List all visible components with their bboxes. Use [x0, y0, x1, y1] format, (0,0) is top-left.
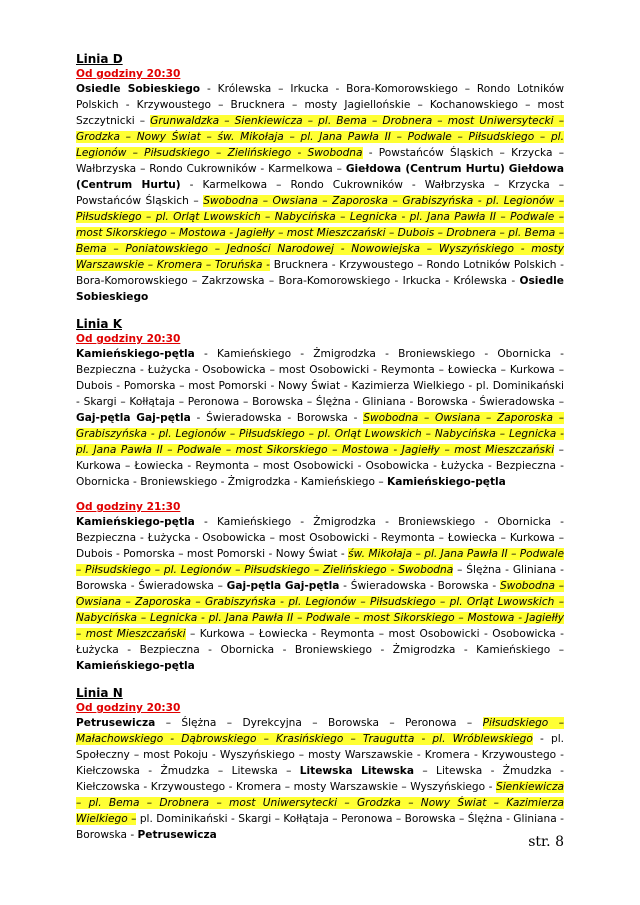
block-spacer — [76, 490, 564, 500]
route-description — [76, 514, 564, 674]
detour-highlight: św. Mikołaja – pl. Jana Pawła II – Podwale – Piłsudskiego – pl. Legionów – Piłsudskiego – Zielińskiego - Swobodna — [76, 548, 564, 576]
terminus-stop: Kamieńskiego-pętla — [387, 476, 506, 488]
route-text: – Litewska - Żmudzka - Kiełczowska - Krzywoustego - Kromera – mosty Warszawskie – Wyszyńskiego - — [76, 765, 565, 793]
route-text — [353, 765, 361, 777]
terminus-stop: Gaj-pętla — [136, 412, 191, 424]
route-section — [76, 317, 564, 674]
terminus-stop: Gaj-pętla — [76, 412, 131, 424]
terminus-stop: Petrusewicza — [137, 829, 217, 841]
route-text: – Ślężna - Gliniana - Borowska - Świeradowska – — [76, 564, 565, 592]
document-page — [76, 52, 564, 855]
time-label: Od godziny 21:30 — [76, 501, 181, 513]
route-text: - Królewska – Irkucka - Bora-Komorowskiego – Rondo Lotników Polskich - Krzywoustego – Brucknera – mosty Jagiellońskie – Kochanowskiego – most Szczytnicki – — [76, 83, 564, 127]
detour-highlight: Swobodna – Owsiana – Zaporoska – Grabiszyńska - pl. Legionów – Piłsudskiego – pl. Orląt Lwowskich – Nabycińska – Legnicka - pl. Jana Pawła II – Podwale – most Sikorskiego – Mostowa - Jagiełły – most Mieszczański — [76, 412, 564, 456]
route-text: Brucknera - Krzywoustego – Rondo Lotników Polskich - Bora-Komorowskiego – Zakrzowska – Bora-Komorowskiego - Irkucka - Królewska - — [76, 259, 564, 287]
detour-highlight: Piłsudskiego – Małachowskiego - Dąbrowskiego – Krasińskiego – Traugutta - pl. Wróblewskiego — [76, 717, 564, 745]
detour-highlight: Swobodna – Owsiana – Zaporoska – Grabiszyńska - pl. Legionów – Piłsudskiego – pl. Orląt Lwowskich – Nabycińska – Legnicka - pl. Jana Pawła II – Podwale – most Sikorskiego – Mostowa - Jagiełły – most Mieszczański – Dubois – Drobnera – pl. Bema – Bema – Poniatowskiego – Jedności Narodowej - Nowowiejska – Wyszyńskiego - mosty Warszawskie – Kromera – Toruńska - — [76, 195, 564, 271]
page-number: str. 8 — [528, 834, 564, 850]
line-title: Linia K — [76, 317, 122, 331]
detour-highlight: Swobodna – Owsiana – Zaporoska – Grabiszyńska - pl. Legionów – Piłsudskiego – pl. Orląt Lwowskich – Nabycińska – Legnicka - pl. Jana Pawła II – Podwale – most Sikorskiego – Mostowa - Jagiełły – most Mieszczański — [76, 580, 565, 640]
terminus-stop: Gaj-pętla — [226, 580, 282, 592]
terminus-stop: Kamieńskiego-pętla — [76, 660, 195, 672]
time-label: Od godziny 20:30 — [76, 702, 181, 714]
terminus-stop: Kamieńskiego-pętla — [76, 348, 195, 360]
route-text: – Kurkowa – Łowiecka - Reymonta – most Osobowicki - Osobowicka - Łużycka - Bezpieczna - Obornicka - Broniewskiego - Żmigrodzka - Kamieńskiego – — [76, 628, 564, 656]
terminus-stop: Giełdowa (Centrum Hurtu) — [76, 163, 564, 191]
route-text: – Ślężna – Dyrekcyjna – Borowska – Peronowa – — [155, 717, 483, 729]
route-text: – Kurkowa – Łowiecka - Reymonta – most Osobowicki - Osobowicka - Łużycka - Bezpieczna - Obornicka - Broniewskiego - Żmigrodzka - Kamieńskiego – — [76, 444, 564, 488]
route-description — [76, 81, 564, 305]
route-text: - Kamieńskiego - Żmigrodzka - Broniewskiego - Obornicka - Bezpieczna - Łużycka - Osobowicka – most Osobowicki - Reymonta – Łowiecka – Kurkowa – Dubois - Pomorska – most Pomorski - Nowy Świat - — [76, 516, 564, 560]
route-section — [76, 52, 564, 305]
time-label: Od godziny 20:30 — [76, 68, 181, 80]
line-title: Linia N — [76, 686, 123, 700]
detour-highlight: Sienkiewicza – pl. Bema – Drobnera – most Uniwersytecki – Grodzka – Nowy Świat – Kazimierza Wielkiego – — [76, 781, 564, 825]
route-section — [76, 686, 564, 843]
time-label: Od godziny 20:30 — [76, 333, 181, 345]
terminus-stop: Litewska — [361, 765, 414, 777]
route-text: pl. Dominikański - Skargi – Kołłątaja – Peronowa – Borowska – Ślężna - Gliniana - Borowska - — [76, 813, 564, 841]
route-description — [76, 715, 564, 843]
terminus-stop: Litewska — [299, 765, 353, 777]
terminus-stop: Kamieńskiego-pętla — [76, 516, 195, 528]
terminus-stop: Osiedle Sobieskiego — [76, 275, 564, 303]
route-description — [76, 346, 564, 490]
route-text: - Świeradowska - Borowska - — [339, 580, 500, 592]
route-text: - Karmelkowa – Rondo Cukrowników - Wałbrzyska – Krzycka – Powstańców Śląskich – — [76, 179, 565, 207]
terminus-stop: Gaj-pętla — [284, 580, 340, 592]
line-title: Linia D — [76, 52, 123, 66]
route-text: - Kamieńskiego - Żmigrodzka - Broniewskiego - Obornicka - Bezpieczna - Łużycka - Osobowicka – most Osobowicki - Reymonta – Łowiecka – Kurkowa – Dubois - Pomorska – most Pomorski - Nowy Świat - Kazimierza Wielkiego - pl. Dominikański - Skargi – Kołłątaja – Peronowa – Borowska – Ślężna - Gliniana - Borowska - Świeradowska – — [76, 348, 564, 408]
route-text: - pl. Społeczny – most Pokoju - Wyszyńskiego – mosty Warszawskie - Kromera - Krzywoustego - Kiełczowska - Żmudzka – Litewska – — [76, 733, 564, 777]
route-text: - Świeradowska - Borowska - — [190, 412, 364, 424]
terminus-stop: Osiedle Sobieskiego — [76, 83, 201, 95]
terminus-stop: Giełdowa (Centrum Hurtu) — [345, 163, 505, 175]
route-text: - Powstańców Śląskich – Krzycka – Wałbrzyska – Rondo Cukrowników - Karmelkowa – — [76, 147, 564, 175]
terminus-stop: Petrusewicza — [76, 717, 156, 729]
detour-highlight: Grunwaldzka – Sienkiewicza – pl. Bema – Drobnera – most Uniwersytecki – Grodzka – Nowy Świat – św. Mikołaja – pl. Jana Pawła II – Podwale – Piłsudskiego – pl. Legionów – Piłsudskiego – Zielińskiego - Swobodna — [76, 115, 565, 159]
